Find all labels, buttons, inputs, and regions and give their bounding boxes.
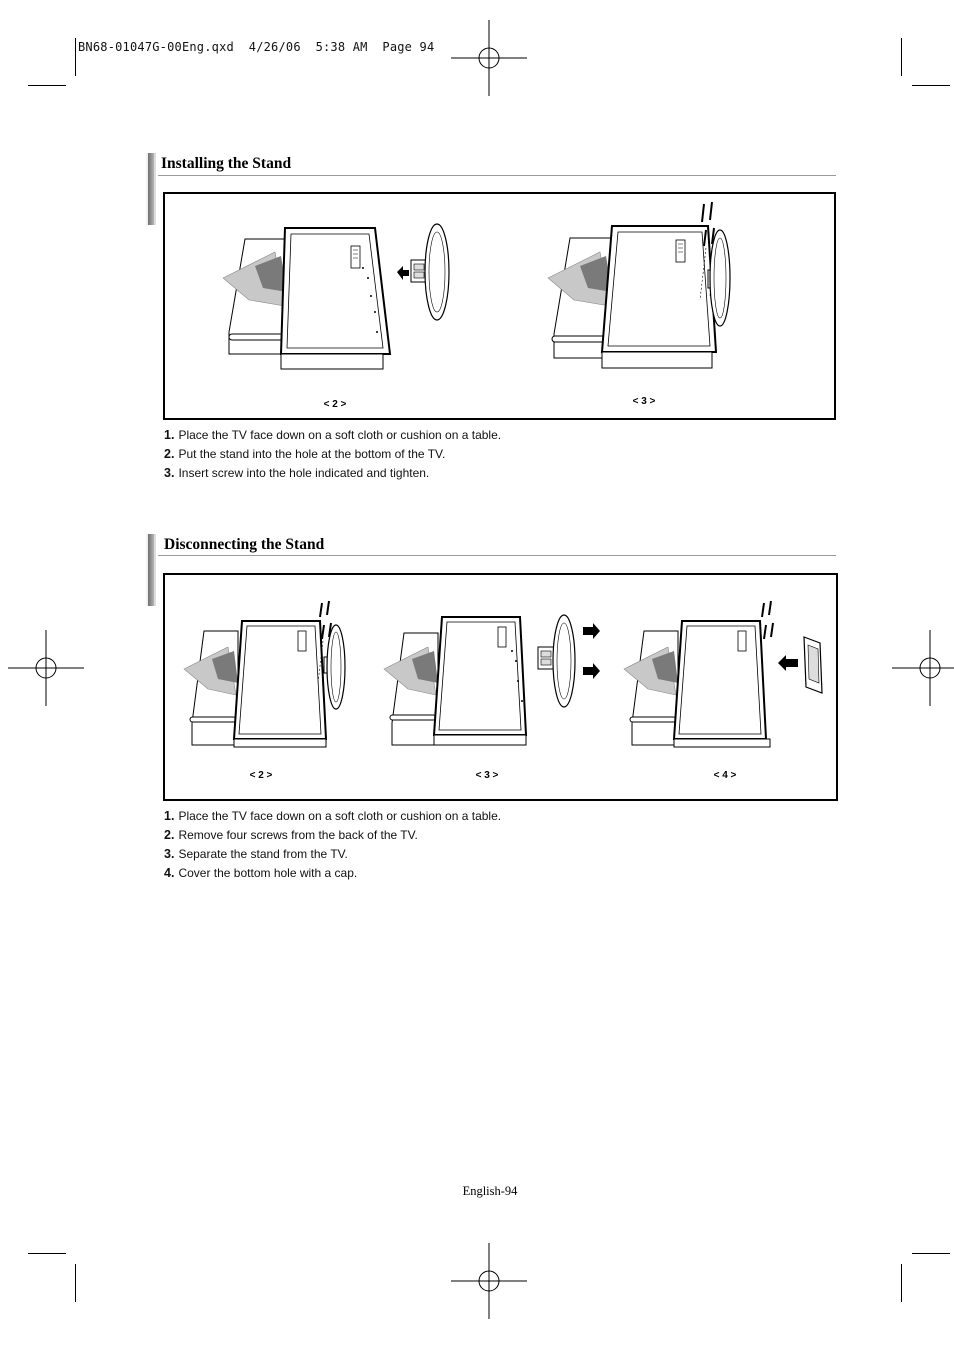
step-text: Place the TV face down on a soft cloth or cushion on a table. [178,809,502,823]
disconnecting-figure-4-illustration [620,597,830,752]
crop-mark-bl-vertical [75,1264,76,1302]
step-text: Insert screw into the hole indicated and tighten. [178,466,430,480]
step-number: 2. [164,447,175,461]
installing-figure-3-illustration [540,200,800,375]
crop-mark-tl-vertical [75,38,76,76]
step-number: 1. [164,428,175,442]
crop-mark-tr-vertical [901,38,902,76]
file-info-slug: BN68-01047G-00Eng.qxd 4/26/06 5:38 AM Page 94 [78,40,435,54]
crop-mark-bl-horizontal [28,1253,66,1254]
section-marker-disconnecting [146,534,156,606]
step-number: 1. [164,809,175,823]
step-text: Place the TV face down on a soft cloth or cushion on a table. [178,428,502,442]
step-text: Remove four screws from the back of the TV. [178,828,418,842]
crop-mark-tl-horizontal [28,85,66,86]
list-item [164,807,501,826]
list-item [164,845,501,864]
disconnecting-figure-2-illustration [180,597,370,752]
section-rule-installing [158,175,836,176]
list-item [164,464,501,483]
registration-mark-left [8,630,84,706]
installing-steps-list [164,426,501,483]
section-marker-installing [146,153,156,225]
list-item [164,426,501,445]
step-number: 3. [164,466,175,480]
disconnecting-figure-4-caption: < 4 > [713,770,737,781]
disconnecting-figure-3-illustration [380,605,610,755]
installing-figure-2-illustration [215,214,475,374]
list-item [164,826,501,845]
step-text: Cover the bottom hole with a cap. [178,866,358,880]
section-title-installing: Installing the Stand [161,155,292,172]
crop-mark-br-vertical [901,1264,902,1302]
section-title-disconnecting: Disconnecting the Stand [164,536,325,553]
section-rule-disconnecting [158,555,836,556]
crop-mark-br-horizontal [912,1253,950,1254]
step-number: 4. [164,866,175,880]
installing-figure-3-caption: < 3 > [632,396,656,407]
page-number: English-94 [462,1184,518,1198]
registration-mark-top [451,20,527,96]
disconnecting-steps-list [164,807,501,883]
disconnecting-figure-2-caption: < 2 > [249,770,273,781]
crop-mark-tr-horizontal [912,85,950,86]
list-item [164,445,501,464]
step-number: 3. [164,847,175,861]
step-text: Separate the stand from the TV. [178,847,348,861]
step-text: Put the stand into the hole at the bottom of the TV. [178,447,446,461]
registration-mark-right [892,630,954,706]
list-item [164,864,501,883]
step-number: 2. [164,828,175,842]
installing-figure-2-caption: < 2 > [323,399,347,410]
disconnecting-figure-3-caption: < 3 > [475,770,499,781]
installing-figure-box [163,192,836,420]
disconnecting-figure-box [163,573,838,801]
registration-mark-bottom [451,1243,527,1319]
